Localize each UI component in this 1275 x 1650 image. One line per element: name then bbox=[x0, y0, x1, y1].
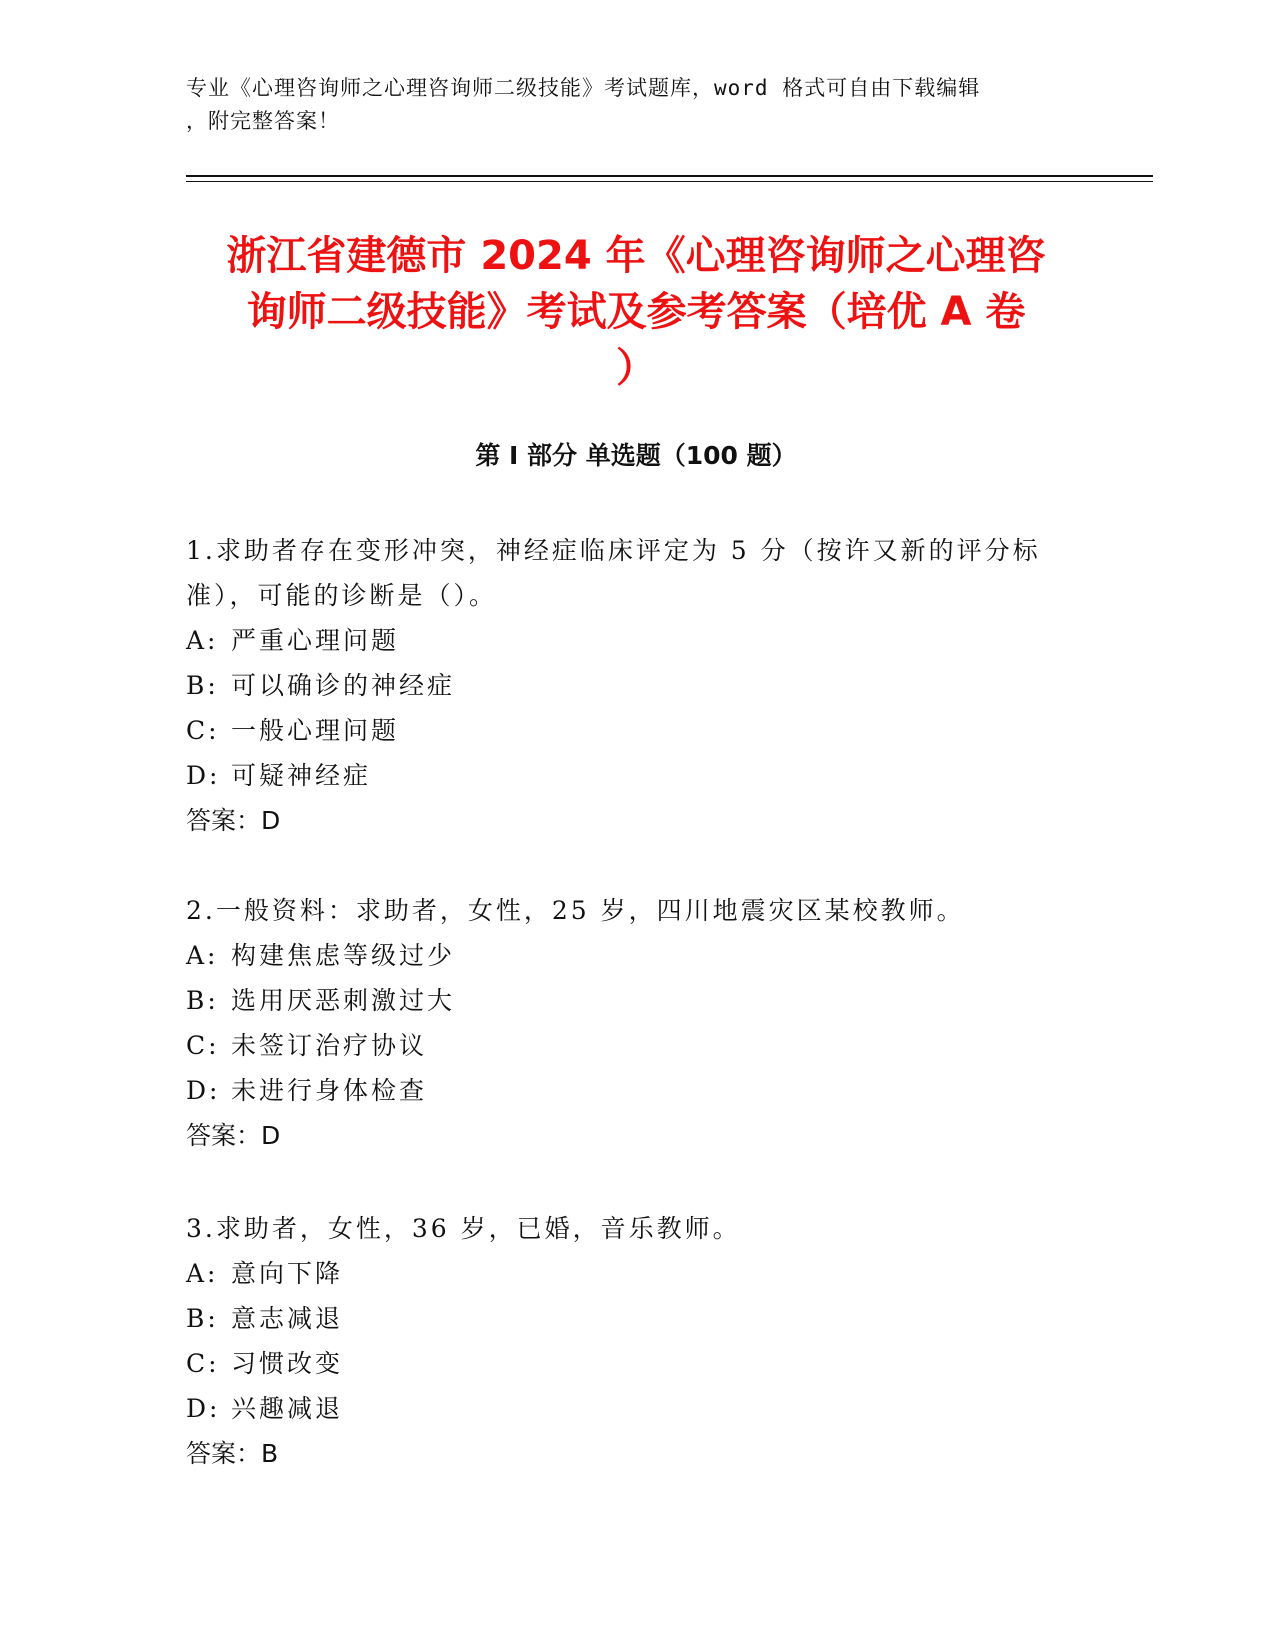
header-divider-top bbox=[186, 175, 1153, 177]
option-key: A: bbox=[186, 941, 219, 970]
option-key: D: bbox=[186, 761, 221, 790]
question-3 bbox=[186, 1206, 1086, 1476]
header-note bbox=[186, 72, 1086, 138]
question-2-stem-line-1: 2.一般资料：求助者，女性，25 岁，四川地震灾区某校教师。 bbox=[186, 896, 965, 925]
header-note-line-1: 专业《心理咨询师之心理咨询师二级技能》考试题库，word 格式可自由下载编辑 bbox=[186, 76, 981, 100]
option-key: C: bbox=[186, 716, 220, 745]
document-title bbox=[186, 228, 1086, 396]
option-key: B: bbox=[186, 671, 219, 700]
question-1-option-d bbox=[186, 753, 1086, 798]
question-1-option-b bbox=[186, 663, 1086, 708]
question-1-option-c bbox=[186, 708, 1086, 753]
section-heading: 第 I 部分 单选题（100 题） bbox=[475, 441, 797, 470]
question-1-answer: 答案：D bbox=[186, 806, 281, 835]
option-text: 可以确诊的神经症 bbox=[231, 671, 456, 700]
option-key: C: bbox=[186, 1031, 220, 1060]
option-key: D: bbox=[186, 1076, 221, 1105]
option-text: 构建焦虑等级过少 bbox=[231, 941, 456, 970]
question-3-stem-line-1: 3.求助者，女性，36 岁，已婚，音乐教师。 bbox=[186, 1214, 741, 1243]
option-key: B: bbox=[186, 1304, 219, 1333]
question-2 bbox=[186, 888, 1086, 1158]
question-1 bbox=[186, 528, 1086, 843]
option-text: 未进行身体检查 bbox=[231, 1076, 428, 1105]
option-key: C: bbox=[186, 1349, 220, 1378]
question-2-option-d bbox=[186, 1068, 1086, 1113]
option-text: 意志减退 bbox=[231, 1304, 344, 1333]
option-text: 可疑神经症 bbox=[231, 761, 372, 790]
question-3-option-c bbox=[186, 1341, 1086, 1386]
question-1-stem-line-2: 准），可能的诊断是（）。 bbox=[186, 581, 498, 610]
option-text: 未签订治疗协议 bbox=[231, 1031, 428, 1060]
question-3-answer: 答案：B bbox=[186, 1439, 279, 1468]
document-title-line-3: ） bbox=[616, 345, 656, 391]
header-divider-bottom bbox=[186, 181, 1153, 182]
option-key: B: bbox=[186, 986, 219, 1015]
question-3-option-a bbox=[186, 1251, 1086, 1296]
option-text: 习惯改变 bbox=[231, 1349, 344, 1378]
option-key: A: bbox=[186, 1259, 219, 1288]
option-text: 严重心理问题 bbox=[231, 626, 400, 655]
document-title-line-2: 询师二级技能》考试及参考答案（培优 A 卷 bbox=[246, 289, 1026, 335]
option-text: 选用厌恶刺激过大 bbox=[231, 986, 456, 1015]
option-key: D: bbox=[186, 1394, 221, 1423]
question-3-option-d bbox=[186, 1386, 1086, 1431]
option-text: 意向下降 bbox=[231, 1259, 344, 1288]
question-2-option-c bbox=[186, 1023, 1086, 1068]
question-1-option-a bbox=[186, 618, 1086, 663]
option-text: 一般心理问题 bbox=[231, 716, 400, 745]
option-key: A: bbox=[186, 626, 219, 655]
question-2-answer: 答案：D bbox=[186, 1121, 281, 1150]
document-title-line-1: 浙江省建德市 2024 年《心理咨询师之心理咨 bbox=[226, 233, 1046, 279]
question-2-option-a bbox=[186, 933, 1086, 978]
option-text: 兴趣减退 bbox=[231, 1394, 344, 1423]
question-2-option-b bbox=[186, 978, 1086, 1023]
question-3-option-b bbox=[186, 1296, 1086, 1341]
header-note-line-2: ，附完整答案！ bbox=[186, 109, 340, 133]
question-1-stem-line-1: 1.求助者存在变形冲突，神经症临床评定为 5 分（按许又新的评分标 bbox=[186, 536, 1041, 565]
